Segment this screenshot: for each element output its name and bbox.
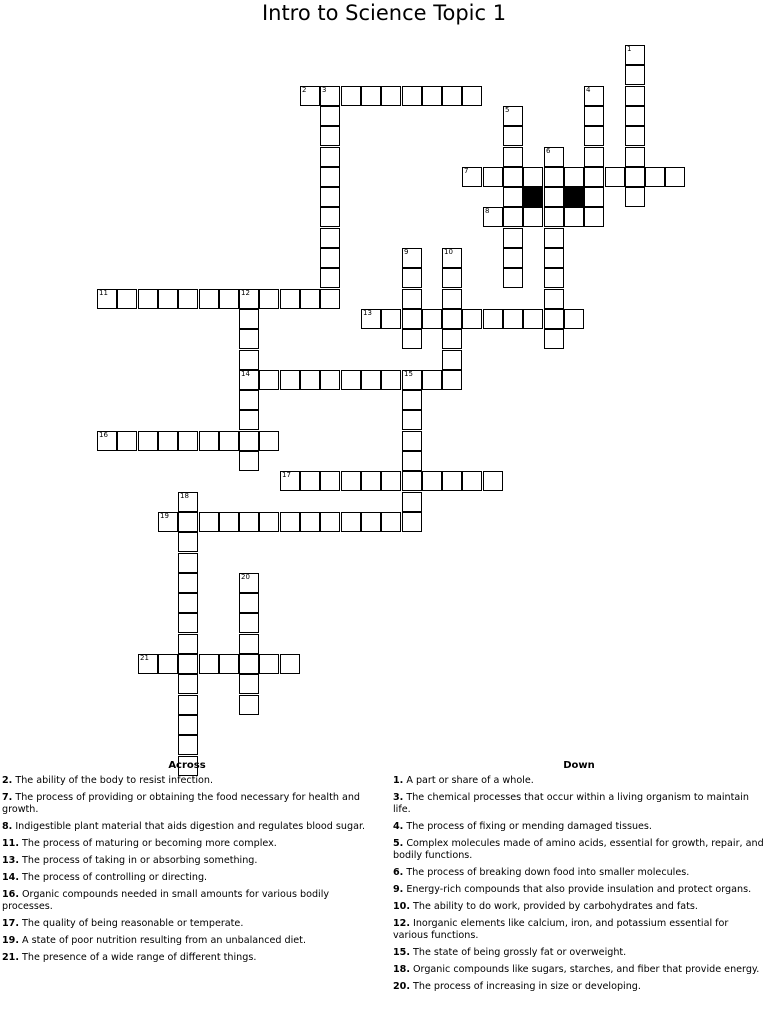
grid-cell[interactable] <box>341 370 361 390</box>
clue-number: 3. <box>393 792 404 803</box>
grid-cell[interactable] <box>239 695 259 715</box>
cell-number: 17 <box>282 471 291 479</box>
clue-text: Organic compounds needed in small amounts for various bodily processes. <box>2 889 330 912</box>
grid-cell[interactable] <box>605 167 625 187</box>
grid-cell[interactable] <box>645 167 665 187</box>
grid-cell[interactable] <box>158 431 178 451</box>
down-heading: Down <box>563 760 595 771</box>
grid-cell[interactable] <box>178 654 198 674</box>
clue-text: Organic compounds like sugars, starches, and fiber that provide energy. <box>413 964 760 975</box>
grid-cell[interactable] <box>158 289 178 309</box>
down-clue <box>393 918 765 942</box>
across-clue <box>2 775 372 787</box>
clue-number: 17. <box>2 918 19 929</box>
grid-cell[interactable] <box>300 512 320 532</box>
grid-cell[interactable] <box>320 471 340 491</box>
clue-number: 7. <box>2 792 13 803</box>
grid-cell[interactable] <box>523 309 543 329</box>
clue-text: Indigestible plant material that aids digestion and regulates blood sugar. <box>15 821 366 832</box>
cell-number: 13 <box>363 309 372 317</box>
down-clue <box>393 775 765 787</box>
clue-text: The process of increasing in size or developing. <box>413 981 641 992</box>
down-clue-list <box>393 775 765 993</box>
grid-cell[interactable] <box>361 370 381 390</box>
grid-cell[interactable] <box>178 674 198 694</box>
clue-number: 20. <box>393 981 410 992</box>
clue-text: The ability to do work, provided by carbohydrates and fats. <box>413 901 698 912</box>
grid-cell[interactable] <box>503 228 523 248</box>
grid-cell[interactable] <box>219 431 239 451</box>
grid-cell[interactable] <box>584 126 604 146</box>
clue-text: The state of being grossly fat or overweight. <box>413 947 627 958</box>
grid-cell[interactable] <box>402 248 422 268</box>
grid-cell[interactable] <box>239 654 259 674</box>
black-cell <box>564 187 584 207</box>
grid-cell[interactable] <box>625 126 645 146</box>
grid-cell[interactable] <box>442 268 462 288</box>
grid-cell[interactable] <box>178 431 198 451</box>
grid-cell[interactable] <box>259 512 279 532</box>
down-clue <box>393 901 765 913</box>
grid-cell[interactable] <box>544 248 564 268</box>
grid-cell[interactable] <box>462 86 482 106</box>
cell-number: 21 <box>140 654 149 662</box>
grid-cell[interactable] <box>442 309 462 329</box>
grid-cell[interactable] <box>442 248 462 268</box>
puzzle-title: Intro to Science Topic 1 <box>261 1 507 25</box>
grid-cell[interactable] <box>523 167 543 187</box>
across-clue <box>2 952 372 964</box>
clue-text: The process of fixing or mending damaged tissues. <box>406 821 652 832</box>
cell-number: 15 <box>404 370 413 378</box>
grid-cell[interactable] <box>402 512 422 532</box>
grid-cell[interactable] <box>219 289 239 309</box>
grid-cell[interactable] <box>320 167 340 187</box>
grid-cell[interactable] <box>625 187 645 207</box>
grid-cell[interactable] <box>402 431 422 451</box>
grid-cell[interactable] <box>320 86 340 106</box>
grid-cell[interactable] <box>280 370 300 390</box>
across-clue <box>2 918 372 930</box>
grid-cell[interactable] <box>462 471 482 491</box>
across-clue <box>2 889 372 913</box>
grid-cell[interactable] <box>462 309 482 329</box>
grid-cell[interactable] <box>381 512 401 532</box>
grid-cell[interactable] <box>625 86 645 106</box>
grid-cell[interactable] <box>280 512 300 532</box>
grid-cell[interactable] <box>178 715 198 735</box>
grid-cell[interactable] <box>402 86 422 106</box>
grid-cell[interactable] <box>564 207 584 227</box>
grid-cell[interactable] <box>544 147 564 167</box>
grid-cell[interactable] <box>483 207 503 227</box>
grid-cell[interactable] <box>422 370 442 390</box>
grid-cell[interactable] <box>199 289 219 309</box>
grid-cell[interactable] <box>422 309 442 329</box>
grid-cell[interactable] <box>158 512 178 532</box>
grid-cell[interactable] <box>625 65 645 85</box>
grid-cell[interactable] <box>178 735 198 755</box>
grid-cell[interactable] <box>239 410 259 430</box>
clue-number: 21. <box>2 952 19 963</box>
grid-cell[interactable] <box>219 654 239 674</box>
grid-cell[interactable] <box>320 147 340 167</box>
grid-cell[interactable] <box>402 309 422 329</box>
grid-cell[interactable] <box>361 86 381 106</box>
grid-cell[interactable] <box>503 248 523 268</box>
grid-cell[interactable] <box>584 167 604 187</box>
grid-cell[interactable] <box>503 106 523 126</box>
clue-text: The process of providing or obtaining the food necessary for health and growth. <box>2 792 361 815</box>
grid-cell[interactable] <box>625 45 645 65</box>
clue-number: 8. <box>2 821 13 832</box>
grid-cell[interactable] <box>239 573 259 593</box>
grid-cell[interactable] <box>138 289 158 309</box>
grid-cell[interactable] <box>402 370 422 390</box>
grid-cell[interactable] <box>523 207 543 227</box>
grid-cell[interactable] <box>564 167 584 187</box>
cell-number: 18 <box>180 492 189 500</box>
clue-number: 14. <box>2 872 19 883</box>
grid-cell[interactable] <box>442 289 462 309</box>
grid-cell[interactable] <box>665 167 685 187</box>
clue-number: 9. <box>393 884 404 895</box>
grid-cell[interactable] <box>259 431 279 451</box>
grid-cell[interactable] <box>117 289 137 309</box>
cell-number: 14 <box>241 370 250 378</box>
grid-cell[interactable] <box>381 309 401 329</box>
clue-text: Energy-rich compounds that also provide insulation and protect organs. <box>406 884 752 895</box>
across-clue <box>2 838 372 850</box>
across-clue <box>2 855 372 867</box>
grid-cell[interactable] <box>584 207 604 227</box>
grid-cell[interactable] <box>503 309 523 329</box>
grid-cell[interactable] <box>361 471 381 491</box>
cell-number: 10 <box>444 248 453 256</box>
grid-cell[interactable] <box>544 329 564 349</box>
grid-cell[interactable] <box>584 86 604 106</box>
grid-cell[interactable] <box>544 187 564 207</box>
clue-text: The process of maturing or becoming more complex. <box>22 838 277 849</box>
grid-cell[interactable] <box>178 695 198 715</box>
black-cell <box>523 187 543 207</box>
down-clue <box>393 867 765 879</box>
grid-cell[interactable] <box>503 147 523 167</box>
cell-number: 16 <box>99 431 108 439</box>
cell-number: 6 <box>546 147 551 155</box>
grid-cell[interactable] <box>97 431 117 451</box>
grid-cell[interactable] <box>584 187 604 207</box>
grid-cell[interactable] <box>239 674 259 694</box>
grid-cell[interactable] <box>402 289 422 309</box>
down-clue <box>393 981 765 993</box>
grid-cell[interactable] <box>402 329 422 349</box>
grid-cell[interactable] <box>259 370 279 390</box>
cell-number: 20 <box>241 573 250 581</box>
grid-cell[interactable] <box>381 370 401 390</box>
grid-cell[interactable] <box>544 309 564 329</box>
cell-number: 11 <box>99 289 108 297</box>
grid-cell[interactable] <box>239 370 259 390</box>
clue-text: The quality of being reasonable or temperate. <box>22 918 244 929</box>
grid-cell[interactable] <box>178 553 198 573</box>
grid-cell[interactable] <box>320 228 340 248</box>
grid-cell[interactable] <box>503 268 523 288</box>
grid-cell[interactable] <box>300 86 320 106</box>
grid-cell[interactable] <box>361 512 381 532</box>
cell-number: 7 <box>464 167 469 175</box>
grid-cell[interactable] <box>422 471 442 491</box>
grid-cell[interactable] <box>503 126 523 146</box>
grid-cell[interactable] <box>178 613 198 633</box>
clue-number: 16. <box>2 889 19 900</box>
grid-cell[interactable] <box>280 654 300 674</box>
across-clue <box>2 872 372 884</box>
cell-number: 8 <box>485 207 490 215</box>
grid-cell[interactable] <box>341 512 361 532</box>
grid-cell[interactable] <box>483 309 503 329</box>
grid-cell[interactable] <box>625 147 645 167</box>
grid-cell[interactable] <box>402 471 422 491</box>
grid-cell[interactable] <box>239 593 259 613</box>
across-clue <box>2 821 372 833</box>
grid-cell[interactable] <box>381 471 401 491</box>
grid-cell[interactable] <box>178 573 198 593</box>
down-clue <box>393 947 765 959</box>
grid-cell[interactable] <box>422 86 442 106</box>
grid-cell[interactable] <box>239 350 259 370</box>
grid-cell[interactable] <box>219 512 239 532</box>
grid-cell[interactable] <box>320 126 340 146</box>
across-clue <box>2 792 372 816</box>
clue-number: 13. <box>2 855 19 866</box>
down-clue <box>393 964 765 976</box>
grid-cell[interactable] <box>584 147 604 167</box>
clue-number: 1. <box>393 775 404 786</box>
grid-cell[interactable] <box>442 86 462 106</box>
grid-cell[interactable] <box>442 350 462 370</box>
grid-cell[interactable] <box>259 654 279 674</box>
clue-number: 11. <box>2 838 19 849</box>
grid-cell[interactable] <box>381 86 401 106</box>
cell-number: 2 <box>302 86 307 94</box>
grid-cell[interactable] <box>239 289 259 309</box>
clue-number: 6. <box>393 867 404 878</box>
grid-cell[interactable] <box>402 451 422 471</box>
across-clue <box>2 935 372 947</box>
cell-number: 9 <box>404 248 409 256</box>
grid-cell[interactable] <box>483 167 503 187</box>
grid-cell[interactable] <box>503 187 523 207</box>
grid-cell[interactable] <box>544 167 564 187</box>
grid-cell[interactable] <box>239 309 259 329</box>
grid-cell[interactable] <box>178 492 198 512</box>
down-clue <box>393 884 765 896</box>
grid-cell[interactable] <box>280 471 300 491</box>
grid-cell[interactable] <box>442 329 462 349</box>
clue-number: 2. <box>2 775 13 786</box>
grid-cell[interactable] <box>341 86 361 106</box>
grid-cell[interactable] <box>483 471 503 491</box>
cell-number: 19 <box>160 512 169 520</box>
grid-cell[interactable] <box>259 289 279 309</box>
clue-number: 18. <box>393 964 410 975</box>
grid-cell[interactable] <box>564 309 584 329</box>
grid-cell[interactable] <box>402 410 422 430</box>
grid-cell[interactable] <box>138 654 158 674</box>
grid-cell[interactable] <box>320 289 340 309</box>
across-clues <box>2 760 372 969</box>
grid-cell[interactable] <box>584 106 604 126</box>
grid-cell[interactable] <box>178 634 198 654</box>
clue-number: 5. <box>393 838 404 849</box>
grid-cell[interactable] <box>503 167 523 187</box>
grid-cell[interactable] <box>239 329 259 349</box>
across-heading: Across <box>168 760 206 771</box>
cell-number: 12 <box>241 289 250 297</box>
grid-cell[interactable] <box>239 613 259 633</box>
clue-text: The ability of the body to resist infection. <box>15 775 214 786</box>
clue-text: A state of poor nutrition resulting from an unbalanced diet. <box>22 935 306 946</box>
grid-cell[interactable] <box>625 106 645 126</box>
grid-cell[interactable] <box>239 512 259 532</box>
clue-text: The process of controlling or directing. <box>22 872 208 883</box>
down-clues <box>393 760 765 998</box>
grid-cell[interactable] <box>544 289 564 309</box>
grid-cell[interactable] <box>320 512 340 532</box>
down-clue <box>393 821 765 833</box>
clue-text: Inorganic elements like calcium, iron, and potassium essential for various functions. <box>393 918 729 941</box>
grid-cell[interactable] <box>178 289 198 309</box>
across-clue-list <box>2 775 372 964</box>
cell-number: 4 <box>586 86 591 94</box>
grid-cell[interactable] <box>320 207 340 227</box>
grid-cell[interactable] <box>503 207 523 227</box>
grid-cell[interactable] <box>199 512 219 532</box>
grid-cell[interactable] <box>402 492 422 512</box>
down-clue <box>393 792 765 816</box>
clue-number: 12. <box>393 918 410 929</box>
clue-number: 19. <box>2 935 19 946</box>
grid-cell[interactable] <box>300 471 320 491</box>
cell-number: 1 <box>627 45 632 53</box>
grid-cell[interactable] <box>442 471 462 491</box>
grid-cell[interactable] <box>320 268 340 288</box>
grid-cell[interactable] <box>625 167 645 187</box>
grid-cell[interactable] <box>320 106 340 126</box>
grid-cell[interactable] <box>239 634 259 654</box>
grid-cell[interactable] <box>544 207 564 227</box>
grid-cell[interactable] <box>158 654 178 674</box>
grid-cell[interactable] <box>341 471 361 491</box>
grid-cell[interactable] <box>117 431 137 451</box>
grid-cell[interactable] <box>320 370 340 390</box>
cell-number: 5 <box>505 106 510 114</box>
grid-cell[interactable] <box>300 289 320 309</box>
grid-cell[interactable] <box>178 593 198 613</box>
grid-cell[interactable] <box>402 390 422 410</box>
down-clue <box>393 838 765 862</box>
grid-cell[interactable] <box>402 268 422 288</box>
grid-cell[interactable] <box>138 431 158 451</box>
grid-cell[interactable] <box>361 309 381 329</box>
clue-text: The presence of a wide range of different things. <box>22 952 257 963</box>
clue-number: 4. <box>393 821 404 832</box>
grid-cell[interactable] <box>199 431 219 451</box>
grid-cell[interactable] <box>97 289 117 309</box>
grid-cell[interactable] <box>178 512 198 532</box>
clue-number: 15. <box>393 947 410 958</box>
grid-cell[interactable] <box>320 187 340 207</box>
grid-cell[interactable] <box>239 390 259 410</box>
clue-text: The process of breaking down food into smaller molecules. <box>406 867 690 878</box>
grid-cell[interactable] <box>442 370 462 390</box>
grid-cell[interactable] <box>300 370 320 390</box>
clue-number: 10. <box>393 901 410 912</box>
clue-text: A part or share of a whole. <box>406 775 534 786</box>
grid-cell[interactable] <box>544 268 564 288</box>
grid-cell[interactable] <box>320 248 340 268</box>
cell-number: 3 <box>322 86 327 94</box>
grid-cell[interactable] <box>199 654 219 674</box>
grid-cell[interactable] <box>239 431 259 451</box>
grid-cell[interactable] <box>462 167 482 187</box>
clue-text: Complex molecules made of amino acids, essential for growth, repair, and bodily functions. <box>393 838 764 861</box>
clue-text: The process of taking in or absorbing something. <box>22 855 258 866</box>
clue-text: The chemical processes that occur within a living organism to maintain life. <box>393 792 749 815</box>
grid-cell[interactable] <box>178 532 198 552</box>
grid-cell[interactable] <box>280 289 300 309</box>
grid-cell[interactable] <box>239 451 259 471</box>
grid-cell[interactable] <box>544 228 564 248</box>
